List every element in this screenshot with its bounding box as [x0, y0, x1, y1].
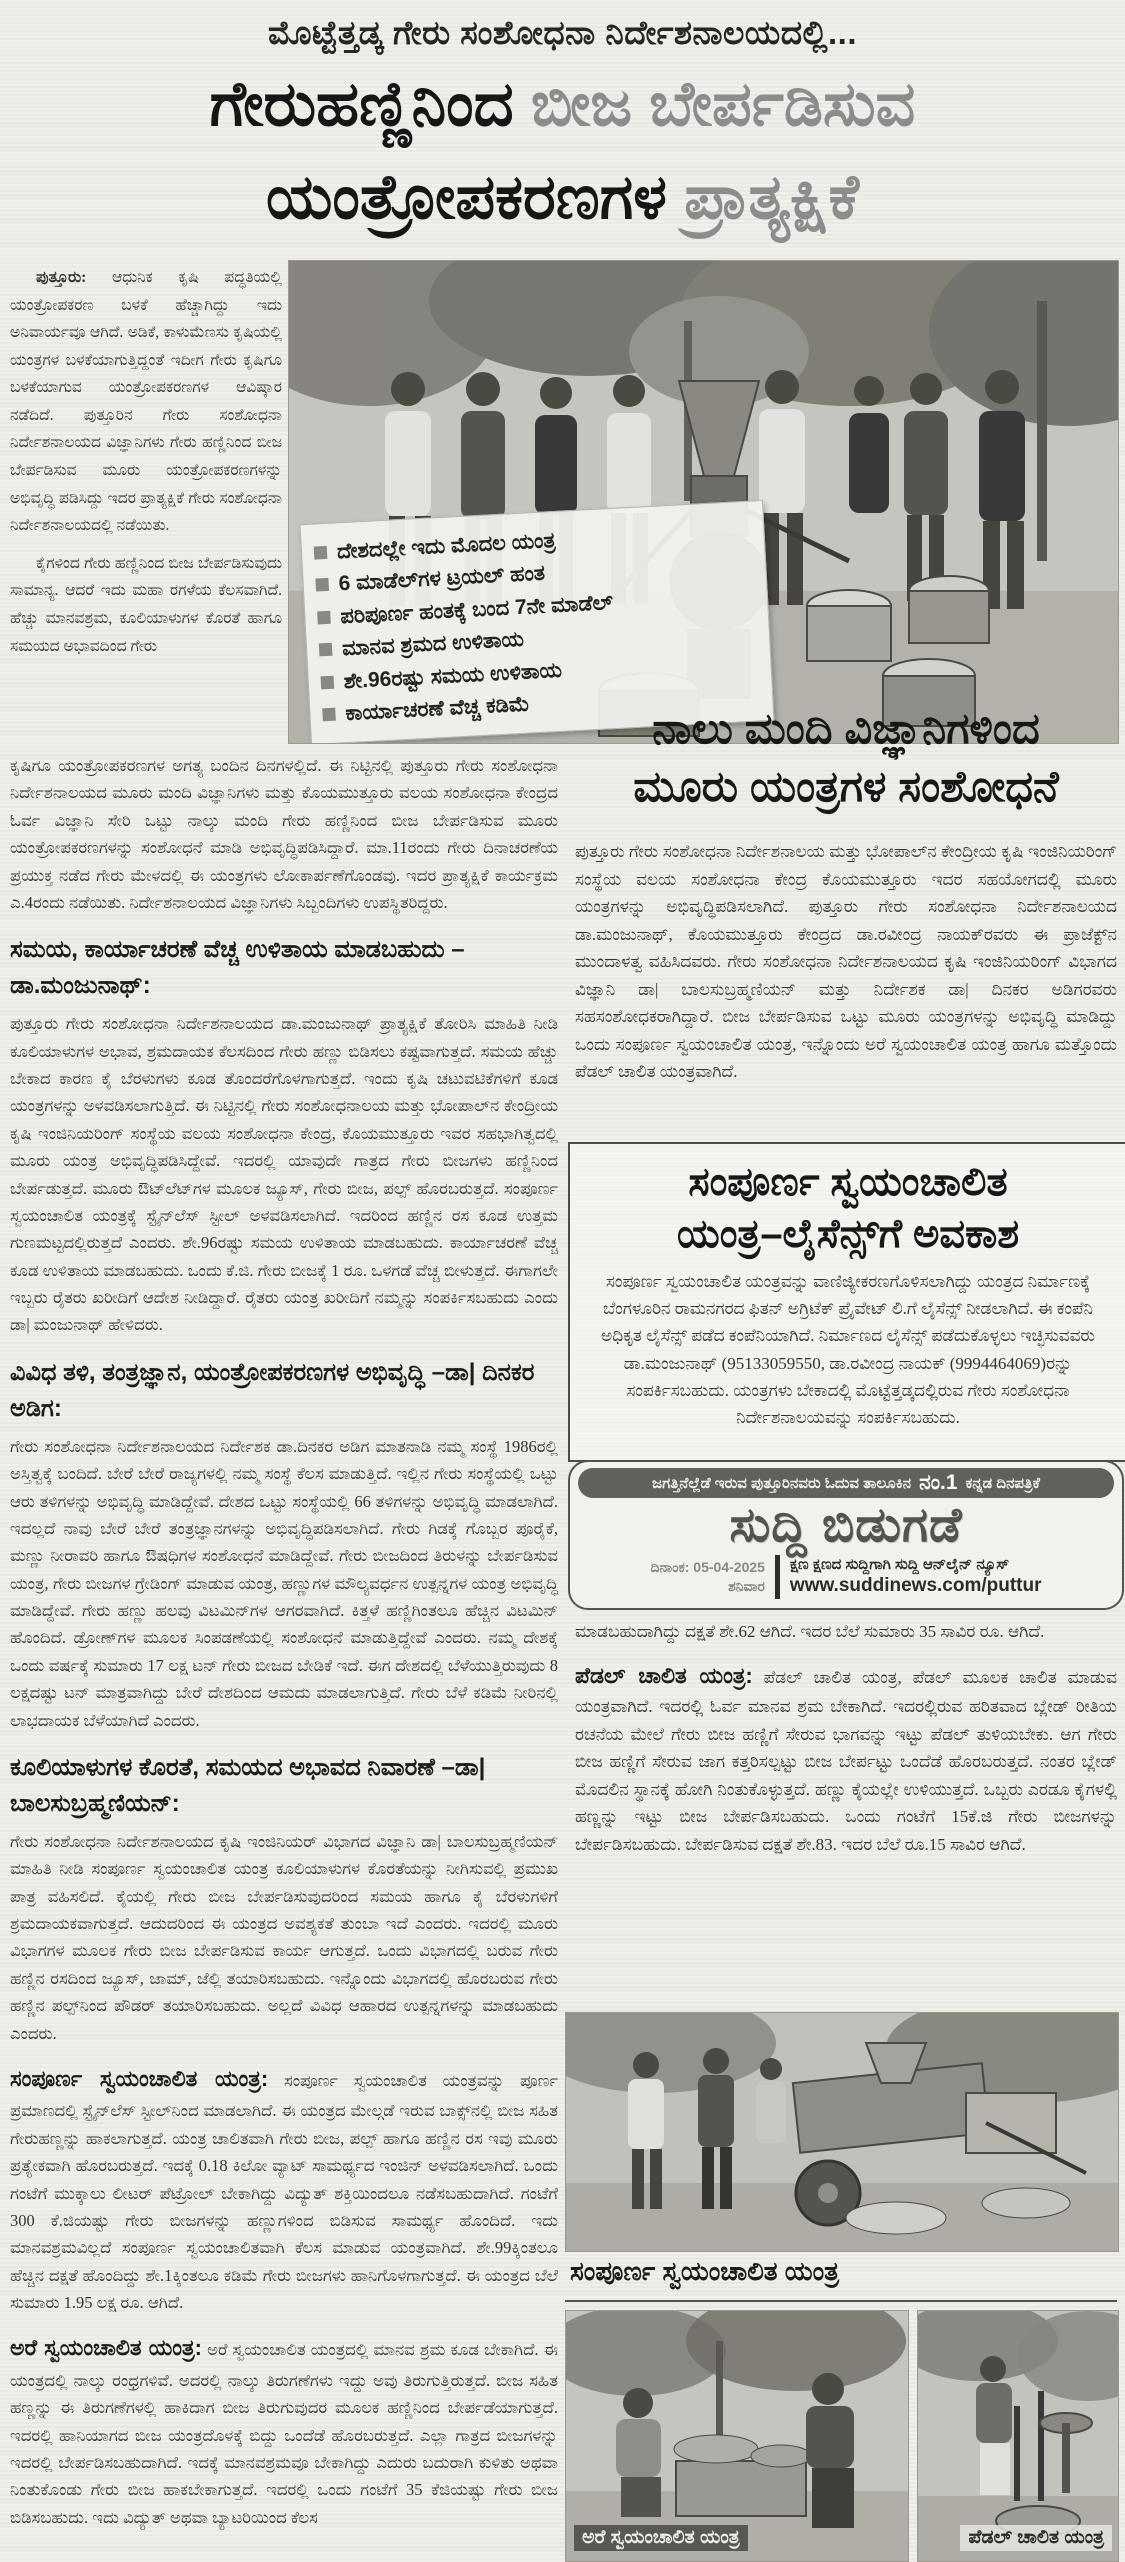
ad-online-line: ಕ್ಷಣ ಕ್ಷಣದ ಸುದ್ದಿಗಾಗಿ ಸುದ್ದಿ ಆನ್‌ಲೈನ್ ನ್ಯೂಸ್: [789, 1555, 1010, 1573]
caption-bullet-text: 6 ಮಾಡೆಲ್‌ಗಳ ಟ್ರಯಲ್ ಹಂತ: [338, 562, 546, 597]
caption-bullet-text: ಪರಿಪೂರ್ಣ ಹಂತಕ್ಕೆ ಬಂದ 7ನೇ ಮಾಡೆಲ್: [339, 591, 614, 629]
headline: [0, 58, 1125, 244]
left-column: [10, 752, 558, 2560]
photo-fully-automatic-illustration: [566, 2013, 1118, 2251]
lede-column: [10, 264, 282, 742]
section-fully-automatic: [10, 2061, 558, 2317]
caption-bullet-text: ಮಾನವ ಶ್ರಮದ ಉಳಿತಾಯ: [341, 628, 525, 661]
photo-semi-automatic-machine: [565, 2310, 909, 2562]
right-subheading-line2: ಮೂರು ಯಂತ್ರಗಳ ಸಂಶೋಧನೆ: [633, 763, 1059, 812]
photo-fully-automatic-caption: ಸಂಪೂರ್ಣ ಸ್ವಯಂಚಾಲಿತ ಯಂತ್ರ: [570, 2256, 840, 2286]
section-heading-manjunath: ಸಮಯ, ಕಾರ್ಯಾಚರಣೆ ವೆಚ್ಚ ಉಳಿತಾಯ ಮಾಡಬಹುದು –ಡಾ.ಮಂಜುನಾಥ್:: [10, 936, 465, 1000]
section-body-dinakara-adiga: ಗೇರು ಸಂಶೋಧನಾ ನಿರ್ದೇಶನಾಲಯದ ನಿರ್ದೇಶಕ ಡಾ.ದಿನಕರ ಅಡಿಗ ಮಾತನಾಡಿ ನಮ್ಮ ಸಂಸ್ಥೆ 1986ರಲ್ಲಿ ಅಸ್ತಿತ್ವಕ್ಕೆ ಬಂದಿದೆ. ಬೇರೆ ಬೇರೆ ರಾಜ್ಯಗಳಲ್ಲಿ ನಮ್ಮ ಸಂಸ್ಥೆ ಕೆಲಸ ಮಾಡುತ್ತಿದೆ. ಇಲ್ಲಿನ ಗೇರು ಸಂಸ್ಥೆಯಲ್ಲಿ ಒಟ್ಟು ಆರು ತಳಿಗಳನ್ನು ಅಭಿವೃದ್ಧಿ ಮಾಡಿದ್ದೇವೆ. ದೇಶದ ಒಟ್ಟು ಸಂಸ್ಥೆಯಲ್ಲಿ 66 ತಳಿಗಳನ್ನು ಅಭಿವೃದ್ಧಿ ಮಾಡಲಾಗಿದೆ. ಇದಲ್ಲದೆ ನಾವು ಬೇರೆ ಬೇರೆ ತಂತ್ರಜ್ಞಾನಗಳನ್ನು ಅಭಿವೃದ್ಧಿಪಡಿಸಲಾಗಿದೆ. ಗೇರು ಗಿಡಕ್ಕೆ ಗೊಬ್ಬರ ಪೂರೈಕೆ, ಮಣ್ಣು ನೀರಾವರಿ ಹಾಗೂ ಔಷಧಿಗಳ ಸಂಶೋಧನೆ ಮಾಡಿದ್ದೇವೆ. ಗೇರು ಬೀಜದಿಂದ ತಿರುಳನ್ನು ಬೇರ್ಪಡಿಸುವ ಯಂತ್ರ, ಗೇರು ಬೀಜಗಳ ಗ್ರೇಡಿಂಗ್ ಮಾಡುವ ಯಂತ್ರ, ಹಣ್ಣುಗಳ ಮೌಲ್ಯವರ್ಧನ ಉತ್ಪನ್ನಗಳ ಯಂತ್ರ ಅಭಿವೃದ್ಧಿ ಮಾಡಿದ್ದೇವೆ. ಗೇರು ಹಣ್ಣು ಹಲವು ವಿಟಮಿನ್‌ಗಳ ಆಗರವಾಗಿದೆ. ಕಿತ್ತಳೆ ಹಣ್ಣಿಗಿಂತಲೂ ಹೆಚ್ಚಿನ ವಿಟಮಿನ್ ಹೊಂದಿದೆ. ಡ್ರೋಣ್‌ಗಳ ಮೂಲಕ ಸಿಂಪಡಣೆಯಲ್ಲಿ ಸಂಶೋಧನೆ ಮಾಡುತ್ತಿದ್ದೇವೆ ಎಂದರು. ನಮ್ಮ ದೇಶಕ್ಕೆ ಒಂದು ವರ್ಷಕ್ಕೆ ಸುಮಾರು 17 ಲಕ್ಷ ಟನ್ ಗೇರು ಬೀಜದ ಬೇಡಿಕೆ ಇದೆ. ಈಗ ದೇಶದಲ್ಲಿ ಬೆಳೆಯುತ್ತಿರುವುದು 8 ಲಕ್ಷದಷ್ಟು ಟನ್ ಮಾತ್ರವಾಗಿದ್ದು ಬೇರೆ ದೇಶದಿಂದ ಆಮದು ಮಾಡಲಾಗುತ್ತಿದೆ. ಗೇರು ಬೆಳೆ ಕಡಿಮೆ ನೀರಿನಲ್ಲಿ ಲಾಭದಾಯಕ ಬೆಳೆಯಾಗಿದೆ ಎಂದರು.: [10, 1436, 558, 1730]
headline-l2-dark: ಯಂತ್ರೋಪಕರಣಗಳ: [266, 163, 667, 232]
ad-tagline-post: ಕನ್ನಡ ದಿನಪತ್ರಿಕೆ: [965, 1474, 1040, 1492]
photo-pedal-caption: ಪೆಡಲ್ ಚಾಲಿತ ಯಂತ್ರ: [960, 2525, 1112, 2551]
caption-bullet-text: ಶೇ.96ರಷ್ಟು ಸಮಯ ಉಳಿತಾಯ: [343, 658, 563, 694]
section-heading-fully-automatic: ಸಂಪೂರ್ಣ ಸ್ವಯಂಚಾಲಿತ ಯಂತ್ರ:: [10, 2065, 269, 2091]
license-box: [568, 1142, 1125, 1462]
ad-day: ಶನಿವಾರ: [728, 1577, 765, 1594]
headline-l1-gray: ಬೀಜ ಬೇರ್ಪಡಿಸುವ: [513, 70, 916, 139]
section-heading-balasubrahmanyan: ಕೂಲಿಯಾಳುಗಳ ಕೊರತೆ, ಸಮಯದ ಅಭಾವದ ನಿವಾರಣೆ –ಡಾ| ಬಾಲಸುಬ್ರಹ್ಮಣಿಯನ್:: [10, 1753, 486, 1817]
bullet-square-icon: [321, 676, 335, 690]
ad-tagline-no1: ನಂ.1: [919, 1471, 958, 1494]
headline-l1-dark: ಗೇರುಹಣ್ಣಿನಿಂದ: [209, 70, 514, 139]
section-body-pedal: ಪೆಡಲ್ ಚಾಲಿತ ಯಂತ್ರ, ಪೆಡಲ್ ಮೂಲಕ ಚಾಲಿತ ಮಾಡುವ ಯಂತ್ರವಾಗಿದೆ. ಇದರಲ್ಲಿ ಓರ್ವ ಮಾನವ ಶ್ರಮ ಬೇಕಾಗಿದೆ. ಇದರಲ್ಲಿರುವ ಹರಿತವಾದ ಬ್ಲೇಡ್ ರೀತಿಯ ರಚನೆಯ ಮೇಲೆ ಗೇರು ಬೀಜ ಹಣ್ಣಿಗೆ ಸೇರುವ ಭಾಗವನ್ನು ಇಟ್ಟು ಪೆಡಲ್ ತುಳಿಯಬೇಕು. ಆಗ ಗೇರು ಬೀಜ ಹಣ್ಣಿಗೆ ಸೇರುವ ಜಾಗ ಕತ್ತರಿಸಲ್ಪಟ್ಟು ಬೀಜ ಬೇರ್ಪಟ್ಟು ಒಂದೆಡೆ ಹೊರಬರುತ್ತದೆ. ನಂತರ ಬ್ಲೇಡ್ ಮೊದಲಿನ ಸ್ಥಾನಕ್ಕೆ ಹೋಗಿ ನಿಂತುಕೊಳ್ಳುತ್ತದೆ. ಹಣ್ಣು ಕೈಯಲ್ಲೇ ಉಳಿಯುತ್ತದೆ. ಒಬ್ಬರು ಎರಡೂ ಕೈಗಳಲ್ಲಿ ಹಣ್ಣನ್ನು ಇಟ್ಟು ಬೀಜ ಬೇರ್ಪಡಿಸಬಹುದು. ಒಂದು ಗಂಟೆಗೆ 15ಕೆ.ಜಿ ಗೇರು ಬೀಜಗಳನ್ನು ಬೇರ್ಪಡಿಸಬಹುದು. ಬೇರ್ಪಡಿಸುವ ದಕ್ಷತೆ ಶೇ.83. ಇದರ ಬೆಲೆ ರೂ.15 ಸಾವಿರ ಆಗಿದೆ.: [575, 1667, 1117, 1854]
caption-divider-rule: [565, 2300, 1117, 2302]
ad-date: [650, 1558, 774, 1596]
bullet-square-icon: [315, 579, 329, 593]
photo-fully-automatic-machine: [565, 2012, 1119, 2252]
headline-l2-gray: ಪ್ರಾತ್ಯಕ್ಷಿಕೆ: [666, 163, 859, 232]
bullet-square-icon: [314, 546, 328, 560]
right-subheading-body: ಪುತ್ತೂರು ಗೇರು ಸಂಶೋಧನಾ ನಿರ್ದೇಶನಾಲಯ ಮತ್ತು ಭೋಪಾಲ್‌ನ ಕೇಂದ್ರೀಯ ಕೃಷಿ ಇಂಜಿನಿಯರಿಂಗ್ ಸಂಸ್ಥೆಯ ವಲಯ ಸಂಶೋಧನಾ ಕೇಂದ್ರ ಕೊಯಮುತ್ತೂರು ಇದರ ಸಹಯೋಗದಲ್ಲಿ ಮೂರು ಯಂತ್ರಗಳನ್ನು ಅಭಿವೃದ್ಧಿಪಡಿಸಲಾಗಿದೆ. ಪುತ್ತೂರು ಗೇರು ಸಂಶೋಧನಾ ನಿರ್ದೇಶನಾಲಯದ ಡಾ.ಮಂಜುನಾಥ್, ಕೊಯಮುತ್ತೂರು ಕೇಂದ್ರದ ಡಾ.ರವೀಂದ್ರ ನಾಯಕ್‌ರವರು ಈ ಪ್ರಾಜೆಕ್ಟ್‌ನ ಮುಂದಾಳತ್ವ ವಹಿಸಿದವರು. ಗೇರು ಸಂಶೋಧನಾ ನಿರ್ದೇಶನಾಲಯದ ಕೃಷಿ ಇಂಜಿನಿಯರಿಂಗ್ ವಿಭಾಗದ ವಿಜ್ಞಾನಿ ಡಾ| ಬಾಲಸುಬ್ರಹ್ಮಣಿಯನ್ ಮತ್ತು ನಿರ್ದೇಶಕ ಡಾ| ದಿನಕರ ಅಡಿಗರವರು ಸಹಸಂಶೋಧಕರಾಗಿದ್ದಾರೆ. ಬೀಜ ಬೇರ್ಪಡಿಸುವ ಒಟ್ಟು ಮೂರು ಯಂತ್ರಗಳನ್ನು ಅಭಿವೃದ್ಧಿ ಮಾಡಿದ್ದು ಒಂದು ಸಂಪೂರ್ಣ ಸ್ವಯಂಚಾಲಿತ ಯಂತ್ರ, ಇನ್ನೊಂದು ಅರೆ ಸ್ವಯಂಚಾಲಿತ ಯಂತ್ರ ಹಾಗೂ ಮತ್ತೊಂದು ಪೆಡಲ್ ಚಾಲಿತ ಯಂತ್ರವಾಗಿದೆ.: [575, 842, 1117, 1082]
section-heading-dinakara-adiga: ವಿವಿಧ ತಳಿ, ತಂತ್ರಜ್ಞಾನ, ಯಂತ್ರೋಪಕರಣಗಳ ಅಭಿವೃದ್ಧಿ –ಡಾ| ದಿನಕರ ಅಡಿಗ:: [10, 1358, 535, 1422]
section-body-manjunath: ಪುತ್ತೂರು ಗೇರು ಸಂಶೋಧನಾ ನಿರ್ದೇಶನಾಲಯದ ಡಾ.ಮಂಜುನಾಥ್ ಪ್ರಾತ್ಯಕ್ಷಿಕೆ ತೋರಿಸಿ ಮಾಹಿತಿ ನೀಡಿ ಕೂಲಿಯಾಳುಗಳ ಅಭಾವ, ಶ್ರಮದಾಯಕ ಕೆಲಸದಿಂದ ಗೇರು ಹಣ್ಣು ಬಿಡಿಸಲು ಕಷ್ಟವಾಗುತ್ತದೆ. ಸಮಯ ಹೆಚ್ಚು ಬೇಕಾದ ಕಾರಣ ಕೈ ಬೆರಳುಗಳು ಕೂಡ ತೊಂದರೆಗೊಳಗಾಗುತ್ತದೆ. ಇಂದು ಕೃಷಿ ಚಟುವಟಿಕೆಗಳಿಗೆ ಕೂಡ ಯಂತ್ರಗಳನ್ನು ಅಳವಡಿಸಲಾಗುತ್ತಿದೆ. ಈ ನಿಟ್ಟಿನಲ್ಲಿ ಗೇರು ಸಂಶೋಧನಾಲಯ ಮತ್ತು ಭೋಪಾಲ್‌ನ ಕೇಂದ್ರೀಯ ಕೃಷಿ ಇಂಜಿನಿಯರಿಂಗ್ ಸಂಸ್ಥೆಯ ವಲಯ ಸಂಶೋಧನಾ ಕೇಂದ್ರ, ಕೊಯಮುತ್ತೂರು ಇವರ ಸಹಭಾಗಿತ್ವದಲ್ಲಿ ಮೂರು ಯಂತ್ರ ಅಭಿವೃದ್ಧಿಪಡಿಸಿದ್ದೇವೆ. ಇದರಲ್ಲಿ ಯಾವುದೇ ಗಾತ್ರದ ಗೇರು ಬೀಜಗಳು ಹಣ್ಣಿನಿಂದ ಬೇರ್ಪಡುತ್ತದೆ. ಮೂರು ಔಟ್‌ಲೆಟ್‌ಗಳ ಮೂಲಕ ಜ್ಯೂಸ್, ಗೇರು ಬೀಜ, ಪಲ್ಪ್ ಹೊರಬರುತ್ತದೆ. ಸಂಪೂರ್ಣ ಸ್ವಯಂಚಾಲಿತ ಯಂತ್ರಕ್ಕೆ ಸ್ಟೈನ್‌ಲೆಸ್ ಸ್ಟೀಲ್ ಅಳವಡಿಸಲಾಗಿದೆ. ಇದರಿಂದ ಹಣ್ಣಿನ ರಸ ಕೂಡ ಉತ್ತಮ ಗುಣಮಟ್ಟದಲ್ಲಿರುತ್ತದೆ ಎಂದರು. ಶೇ.96ರಷ್ಟು ಸಮಯ ಉಳಿತಾಯ ಮಾಡಬಹುದು. ಕಾರ್ಯಾಚರಣೆ ವೆಚ್ಚ ಕೂಡ ಉಳಿತಾಯ ಮಾಡಬಹುದು. ಒಂದು ಕೆ.ಜಿ. ಗೇರು ಬೀಜಕ್ಕೆ 1 ರೂ. ಒಳಗಡೆ ವೆಚ್ಚ ಬೀಳುತ್ತದೆ. ಈಗಾಗಲೇ ಇಬ್ಬರು ರೈತರು ಖರೀದಿಗೆ ಆದೇಶ ನೀಡಿದ್ದಾರೆ. ರೈತರು ಯಂತ್ರ ಖರೀದಿಗೆ ನಮ್ಮನ್ನು ಸಂಪರ್ಕಿಸಬಹುದು ಎಂದು ಡಾ| ಮಂಜುನಾಥ್ ಹೇಳಿದರು.: [10, 1014, 558, 1335]
kicker: ಮೊಟ್ಟೆತ್ತಡ್ಕ ಗೇರು ಸಂಶೋಧನಾ ನಿರ್ದೇಶನಾಲಯದಲ್ಲಿ...: [267, 14, 858, 51]
license-box-title: [584, 1156, 1112, 1260]
photo-semi-automatic-illustration: [566, 2311, 908, 2561]
photo-pedal-illustration: [918, 2311, 1118, 2561]
caption-bullet-text: ದೇಶದಲ್ಲೇ ಇದು ಮೊದಲ ಯಂತ್ರ: [336, 529, 556, 564]
right-continuation-paragraph: ಮಾಡಬಹುದಾಗಿದ್ದು ದಕ್ಷತೆ ಶೇ.62 ಆಗಿದೆ. ಇದರ ಬೆಲೆ ಸುಮಾರು 35 ಸಾವಿರ ರೂ. ಆಗಿದೆ.: [575, 1622, 1045, 1641]
right-subheading: [575, 700, 1117, 816]
license-box-body: ಸಂಪೂರ್ಣ ಸ್ವಯಂಚಾಲಿತ ಯಂತ್ರವನ್ನು ವಾಣಿಜ್ಯೀಕರಣಗೊಳಿಸಲಾಗಿದ್ದು ಯಂತ್ರದ ನಿರ್ಮಾಣಕ್ಕೆ ಬೆಂಗಳೂರಿನ ರಾಮನಗರದ ಫಿತನ್ ಅಗ್ರಿಟೆಕ್ ಪ್ರೈವೇಟ್ ಲಿ.ಗೆ ಲೈಸೆನ್ಸ್ ನೀಡಲಾಗಿದೆ. ಈ ಕಂಪೆನಿ ಅಧಿಕೃತ ಲೈಸೆನ್ಸ್ ಪಡೆದ ಕಂಪೆನಿಯಾಗಿದೆ. ನಿರ್ಮಾಣದ ಲೈಸೆನ್ಸ್ ಪಡೆದುಕೊಳ್ಳಲು ಇಚ್ಛಿಸುವವರು ಡಾ.ಮಂಜುನಾಥ್ (95133059550, ಡಾ.ರವೀಂದ್ರ ನಾಯಕ್ (9994464069)ರನ್ನು ಸಂಪರ್ಕಿಸಬಹುದು. ಯಂತ್ರಗಳು ಬೇಕಾದಲ್ಲಿ ಮೊಟ್ಟೆತ್ತಡ್ಕದಲ್ಲಿರುವ ಗೇರು ಸಂಶೋಧನಾ ನಿರ್ದೇಶನಾಲಯವನ್ನು ಸಂಪರ್ಕಿಸಬಹುದು.: [601, 1272, 1095, 1427]
ad-online-info: [780, 1555, 1042, 1599]
license-title-line1: ಸಂಪೂರ್ಣ ಸ್ವಯಂಚಾಲಿತ: [688, 1160, 1008, 1204]
headline-line2: [0, 151, 1125, 244]
section-semi-automatic: [10, 2330, 558, 2531]
section-body-semi-automatic: ಅರೆ ಸ್ವಯಂಚಾಲಿತ ಯಂತ್ರದಲ್ಲಿ ಮಾನವ ಶ್ರಮ ಕೂಡ ಬೇಕಾಗಿದೆ. ಈ ಯಂತ್ರದಲ್ಲಿ ನಾಲ್ಕು ರಂಧ್ರಗಳಿವೆ. ಅದರಲ್ಲಿ ನಾಲ್ಕು ತಿರುಗಣೆಗಳು ಇದ್ದು ಅವು ತಿರುಗುತ್ತಿರುತ್ತದೆ. ಬೀಜ ಸಹಿತ ಹಣ್ಣನ್ನು ಈ ತಿರುಗಣೆಗಳಲ್ಲಿ ಹಾಕಿದಾಗ ಬೀಜ ತಿರುಗುವುದರ ಮೂಲಕ ಹಣ್ಣಿನಿಂದ ಬೇರ್ಪಡೆಯಾಗುತ್ತದೆ. ಇದರಲ್ಲಿ ಹಾನಿಯಾಗದ ಬೀಜ ಯಂತ್ರದೊಳಕ್ಕೆ ಬಿದ್ದು ಒಂದೆಡೆ ಹೊರಬರುತ್ತದೆ. ಎಲ್ಲಾ ಗಾತ್ರದ ಬೀಜಗಳನ್ನು ಇದರಲ್ಲಿ ಬೇರ್ಪಡಿಸಬಹುದಾಗಿದೆ. ಇದಕ್ಕೆ ಮಾನವಶ್ರಮವೂ ಬೇಕಾಗಿದ್ದು ಎದುರು ಬದುರಾಗಿ ಕುಳಿತು ಅಥವಾ ನಿಂತುಕೊಂಡು ಗೇರು ಬೀಜ ಹಾಕಬೇಕಾಗುತ್ತದೆ. ಇದರಲ್ಲಿ ಒಂದು ಗಂಟೆಗೆ 35 ಕೆಜಿಯಷ್ಟು ಗೇರು ಬೀಜ ಬಿಡಿಸಬಹುದು. ಇದು ವಿದ್ಯುತ್ ಅಥವಾ ಬ್ಯಾಟರಿಯಿಂದ ಕೆಲಸ: [10, 2340, 558, 2527]
ad-tagline-pre: ಜಗತ್ತಿನೆಲ್ಲೆಡೆ ಇರುವ ಪುತ್ತೂರಿನವರು ಓದುವ ತಾಲೂಕಿನ: [652, 1474, 912, 1492]
suddi-bidugade-ad: [568, 1460, 1124, 1610]
ad-website-url: www.suddinews.com/puttur: [789, 1575, 1042, 1597]
license-title-line2: ಯಂತ್ರ–ಲೈಸೆನ್ಸ್‌ಗೆ ಅವಕಾಶ: [676, 1212, 1020, 1256]
right-subheading-line1: ನಾಲು ಮಂದಿ ವಿಜ್ಞಾನಿಗಳಿಂದ: [652, 705, 1040, 753]
photo-semi-automatic-caption: ಅರೆ ಸ್ವಯಂಚಾಲಿತ ಯಂತ್ರ: [574, 2525, 748, 2551]
lede-paragraph-2: ಕೈಗಳಿಂದ ಗೇರು ಹಣ್ಣಿನಿಂದ ಬೀಜ ಬೇರ್ಪಡಿಸುವುದು ಸಾಮಾನ್ಯ. ಆದರೆ ಇದು ಮಹಾ ರಗಳೆಯ ಕೆಲಸವಾಗಿದೆ. ಹೆಚ್ಚು ಮಾನವಶ್ರಮ, ಕೂಲಿಯಾಳುಗಳ ಕೊರತೆ ಹಾಗೂ ಸಮಯದ ಅಭಾವದಿಂದ ಗೇರು: [10, 554, 282, 655]
section-body-fully-automatic: ಸಂಪೂರ್ಣ ಸ್ವಯಂಚಾಲಿತ ಯಂತ್ರವನ್ನು ಪೂರ್ಣ ಪ್ರಮಾಣದಲ್ಲಿ ಸ್ಟೈನ್‌ಲೆಸ್ ಸ್ಟೀಲ್‌ನಿಂದ ಮಾಡಲಾಗಿದೆ. ಈ ಯಂತ್ರದ ಮೇಲ್ಗಡೆ ಇರುವ ಬಾಕ್ಸ್‌ನಲ್ಲಿ ಬೀಜ ಸಹಿತ ಗೇರುಹಣ್ಣನ್ನು ಹಾಕಲಾಗುತ್ತದೆ. ಯಂತ್ರ ಚಾಲಿತವಾಗಿ ಗೇರು ಬೀಜ, ಪಲ್ಪ್ ಹಾಗೂ ಹಣ್ಣಿನ ರಸ ಇವು ಮೂರು ಪ್ರತ್ಯೇಕವಾಗಿ ಹೊರಬರುತ್ತದೆ. ಇದಕ್ಕೆ 0.18 ಕಿಲೋ ವ್ಯಾಟ್ ಸಾಮರ್ಥ್ಯದ ಇಂಜಿನ್ ಅಳವಡಿಸಲಾಗಿದೆ. ಒಂದು ಗಂಟೆಗೆ ಮುಕ್ಕಾಲು ಲೀಟರ್ ಪೆಟ್ರೋಲ್ ಬೇಕಾಗಿದ್ದು ವಿದ್ಯುತ್ ಶಕ್ತಿಯಿಂದಲೂ ನಡೆಸಬಹುದಾಗಿದೆ. ಗಂಟೆಗೆ 300 ಕೆ.ಜಿಯಷ್ಟು ಗೇರು ಬೀಜಗಳನ್ನು ಹಣ್ಣುಗಳಿಂದ ಬಿಡಿಸುವ ಸಾಮರ್ಥ್ಯ ಹೊಂದಿದೆ. ಇದು ಮಾನವಶ್ರಮವಿಲ್ಲದೆ ಸಂಪೂರ್ಣ ಸ್ವಯಂಚಾಲಿತವಾಗಿ ಕೆಲಸ ಮಾಡುವ ಯಂತ್ರವಾಗಿದೆ. ಶೇ.99ಕ್ಕಿಂತಲೂ ಹೆಚ್ಚಿನ ದಕ್ಷತೆ ಹೊಂದಿದ್ದು ಶೇ.1ಕ್ಕಿಂತಲೂ ಕಡಿಮೆ ಗೇರು ಬೀಜಗಳು ಹಾನಿಗೊಳಗಾಗುತ್ತದೆ. ಈ ಯಂತ್ರದ ಬೆಲೆ ಸುಮಾರು 1.95 ಲಕ್ಷ ರೂ. ಆಗಿದೆ.: [10, 2070, 558, 2313]
pedal-section: [575, 1658, 1117, 1859]
bullet-square-icon: [319, 643, 333, 657]
lede-paragraph-1: [10, 264, 282, 540]
caption-bullet-text: ಕಾರ್ಯಾಚರಣೆ ವೆಚ್ಚ ಕಡಿಮೆ: [344, 693, 531, 726]
section-body-balasubrahmanyan: ಗೇರು ಸಂಶೋಧನಾ ನಿರ್ದೇಶನಾಲಯದ ಕೃಷಿ ಇಂಜಿನಿಯರ್ ವಿಭಾಗದ ವಿಜ್ಞಾನಿ ಡಾ| ಬಾಲಸುಬ್ರಹ್ಮಣಿಯನ್ ಮಾಹಿತಿ ನೀಡಿ ಸಂಪೂರ್ಣ ಸ್ವಯಂಚಾಲಿತ ಯಂತ್ರ ಕೂಲಿಯಾಳುಗಳ ಕೊರತೆಯನ್ನು ನೀಗಿಸುವಲ್ಲಿ ಪ್ರಮುಖ ಪಾತ್ರ ವಹಿಸಲಿದೆ. ಕೈಯಲ್ಲಿ ಗೇರು ಬೀಜ ಬೇರ್ಪಡಿಸುವುದರಿಂದ ಸಮಯ ಹಾಗೂ ಕೈ ಬೆರಳುಗಳಿಗೆ ಶ್ರಮದಾಯಕವಾಗುತ್ತದೆ. ಆದುದರಿಂದ ಈ ಯಂತ್ರದ ಅವಶ್ಯಕತೆ ತುಂಬಾ ಇದೆ ಎಂದರು. ಇದರಲ್ಲಿ ಮೂರು ವಿಭಾಗಗಳ ಮೂಲಕ ಗೇರು ಬೀಜ ಬೇರ್ಪಡಿಸುವ ಕಾರ್ಯ ಆಗುತ್ತದೆ. ಒಂದು ವಿಭಾಗದಲ್ಲಿ ಬರುವ ಗೇರು ಹಣ್ಣಿನ ರಸದಿಂದ ಜ್ಯೂಸ್, ಜಾಮ್, ಜೆಲ್ಲಿ ತಯಾರಿಸಬಹುದು. ಇನ್ನೊಂದು ವಿಭಾಗದಲ್ಲಿ ಹೊರಬರುವ ಗೇರು ಹಣ್ಣಿನ ಪಲ್ಪ್‌ನಿಂದ ಪೌಡರ್ ತಯಾರಿಸಬಹುದು. ಅಲ್ಲದೆ ವಿವಿಧ ಆಹಾರದ ಉತ್ಪನ್ನಗಳನ್ನು ಮಾಡಬಹುದು ಎಂದರು.: [10, 1831, 558, 2043]
dateline: ಪುತ್ತೂರು:: [36, 269, 87, 286]
bullet-square-icon: [317, 611, 331, 625]
ad-date-line: ದಿನಾಂಕ: 05-04-2025: [650, 1559, 765, 1575]
newspaper-logo: ಸುದ್ದಿ ಬಿಡುಗಡೆ: [729, 1499, 963, 1552]
left-intro-paragraph: ಕೃಷಿಗೂ ಯಂತ್ರೋಪಕರಣಗಳ ಅಗತ್ಯ ಬಂದಿನ ದಿನಗಳಲ್ಲಿದೆ. ಈ ನಿಟ್ಟಿನಲ್ಲಿ ಪುತ್ತೂರು ಗೇರು ಸಂಶೋಧನಾ ನಿರ್ದೇಶನಾಲಯದ ಮೂರು ಮಂದಿ ವಿಜ್ಞಾನಿಗಳು ಮತ್ತು ಕೊಯಮುತ್ತೂರು ವಲಯ ಸಂಶೋಧನಾ ಕೇಂದ್ರದ ಓರ್ವ ವಿಜ್ಞಾನಿ ಸೇರಿ ಒಟ್ಟು ನಾಲ್ಕು ಮಂದಿ ಗೇರು ಹಣ್ಣಿನಿಂದ ಬೀಜ ಬೇರ್ಪಡಿಸುವ ಮೂರು ಯಂತ್ರೋಪಕರಣಗಳನ್ನು ಸಂಶೋಧನೆ ಮಾಡಿ ಅಭಿವೃದ್ಧಿಪಡಿಸಿದ್ದಾರೆ. ಮಾ.11ರಂದು ಗೇರು ದಿನಾಚರಣೆಯ ಪ್ರಯುಕ್ತ ನಡೆದ ಗೇರು ಮೇಳದಲ್ಲಿ ಈ ಯಂತ್ರಗಳು ಲೋಕಾರ್ಪಣೆಗೊಂಡವು. ಇದರ ಪ್ರಾತ್ಯಕ್ಷಿಕೆ ಕಾರ್ಯಕ್ರಮ ಎ.4ರಂದು ನಡೆಯಿತು. ನಿರ್ದೇಶನಾಲಯದ ವಿಜ್ಞಾನಿಗಳು ಸಿಬ್ಬಂದಿಗಳು ಉಪಸ್ಥಿತರಿದ್ದರು.: [10, 756, 558, 912]
lede-text-1: ಆಧುನಿಕ ಕೃಷಿ ಪದ್ಧತಿಯಲ್ಲಿ ಯಂತ್ರೋಪಕರಣ ಬಳಕೆ ಹೆಚ್ಚಾಗಿದ್ದು ಇದು ಅನಿವಾರ್ಯವೂ ಆಗಿದೆ. ಅಡಿಕೆ, ಕಾಳುಮೆಣಸು ಕೃಷಿಯಲ್ಲಿ ಯಂತ್ರಗಳ ಬಳಕೆಯಾಗುತ್ತಿದ್ದಂತೆ ಇದೀಗ ಗೇರು ಕೃಷಿಗೂ ಬಳಕೆಯಾಗುವ ಯಂತ್ರೋಪಕರಣಗಳ ಆವಿಷ್ಕಾರ ನಡೆದಿದೆ. ಪುತ್ತೂರಿನ ಗೇರು ಸಂಶೋಧನಾ ನಿರ್ದೇಶನಾಲಯದ ವಿಜ್ಞಾನಿಗಳು ಗೇರು ಹಣ್ಣಿನಿಂದ ಬೀಜ ಬೇರ್ಪಡಿಸುವ ಮೂರು ಯಂತ್ರೋಪಕರಣಗಳನ್ನು ಅಭಿವೃದ್ಧಿ ಪಡಿಸಿದ್ದು ಇದರ ಪ್ರಾತ್ಯಕ್ಷಿಕೆ ಗೇರು ಸಂಶೋಧನಾ ನಿರ್ದೇಶನಾಲಯದಲ್ಲಿ ನಡೆಯಿತು.: [10, 269, 282, 535]
right-column-lower: [575, 1618, 1117, 2010]
photo-pedal-machine: [917, 2310, 1119, 2562]
ad-tagline-banner: [578, 1468, 1114, 1498]
headline-line1: [0, 58, 1125, 151]
bullet-square-icon: [322, 708, 336, 722]
main-photo: [288, 260, 1119, 744]
section-heading-semi-automatic: ಅರೆ ಸ್ವಯಂಚಾಲಿತ ಯಂತ್ರ:: [10, 2335, 202, 2361]
section-heading-pedal: ಪೆಡಲ್ ಚಾಲಿತ ಯಂತ್ರ:: [575, 1662, 753, 1688]
ad-bottom-row: [570, 1555, 1122, 1599]
